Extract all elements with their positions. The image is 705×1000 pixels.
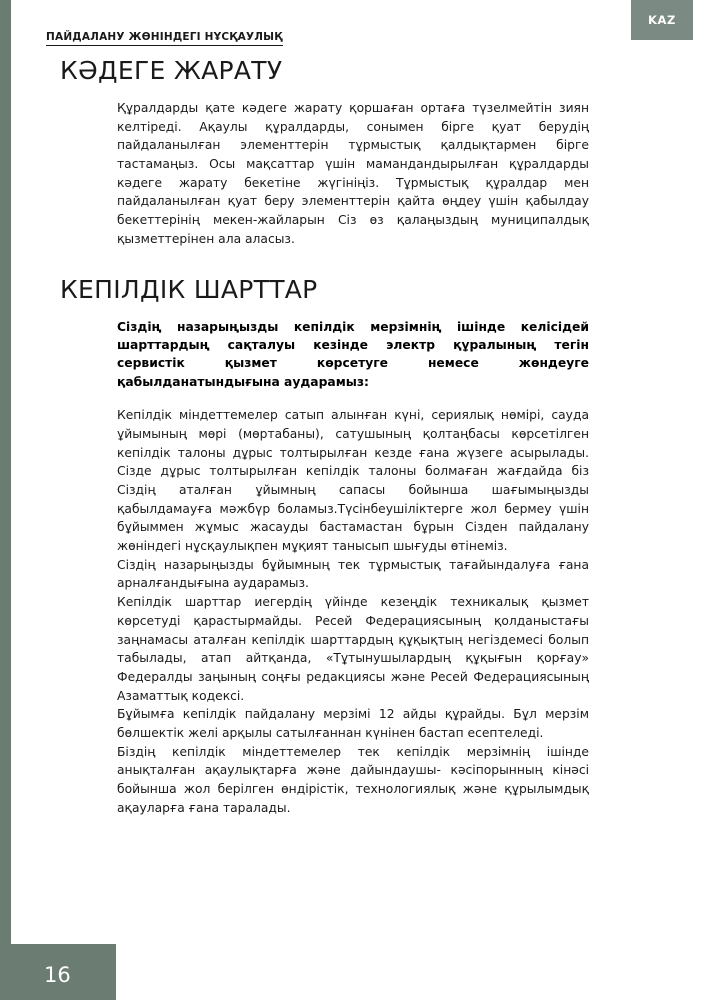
paragraph: Біздің кепілдік міндеттемелер тек кепілдік мерзімнің ішінде анықталған ақаулықтарға және дайындаушы- кәсіпорынның кінәсі бойынша жол берілген өндірістік, технологиялық және құрылымдық ақауларға ғана таралады. xyxy=(117,744,589,815)
section-body-disposal xyxy=(117,99,589,249)
warranty-intro: Сіздің назарыңызды кепілдік мерзімнің ішінде келісідей шарттардың сақталуы кезінде электр құралының тегін сервистік қызмет көрсетуге немесе жөндеуге қабылданатындығына аударамыз: xyxy=(117,319,589,389)
page-number: 16 xyxy=(44,963,71,987)
language-tab: KAZ xyxy=(631,0,693,40)
paragraph: Сіздің назарыңызды бұйымның тек тұрмыстық тағайындалуға ғана арналғандығына аударамыз. xyxy=(117,557,589,591)
paragraph: Құралдарды қате кәдеге жарату қоршаған ортаға түзелмейтін зиян келтіреді. Ақаулы құралдарды, сонымен бірге қуат берудің пайдаланылған элементтерін тұрмыстық қалдықтармен бірге тастамаңыз. Осы мақсаттар үшін мамандандырылған құралдарды кәдеге жарату бекетіне жүгініңіз. Тұрмыстық құралдар мен пайдаланылған қуат беру элементтерін қайта өңдеу үшін қабылдау бекеттерінің мекен-жайларын Сіз өз қалаңыздың муниципалдық қызметтерінен ала аласыз. xyxy=(117,101,589,246)
paragraph: Кепілдік шарттар иегердің үйінде кезеңдік техникалық қызмет көрсетуді қарастырмайды. Ресей Федерациясының қолданыстағы заңнамасы аталған кепілдік шарттардың құқықтың негіздемесі болып табылады, атап айтқанда, «Тұтынушылардың құқығын қорғау» Федералды заңының соңғы редакциясы және Ресей Федерациясының Азаматтық кодексі. xyxy=(117,595,589,703)
paragraph: Бұйымға кепілдік пайдалану мерзімі 12 айды құрайды. Бұл мерзім бөлшектік желі арқылы сатылғаннан күнінен бастап есептеледі. xyxy=(117,707,589,740)
section-title-warranty: КЕПІЛДІК ШАРТТАР xyxy=(60,274,318,304)
section-title-disposal: КӘДЕГЕ ЖАРАТУ xyxy=(60,56,283,85)
footer-rule xyxy=(116,995,705,1000)
document-content xyxy=(60,56,645,817)
paragraph: Кепілдік міндеттемелер сатып алынған күні, сериялық нөмірі, сауда ұйымының мөрі (мөртабаны), сатушының қолтаңбасы көрсетілген кепілдік талоны дұрыс толтырылған кезде ғана жүзеге асырылады. Сізде дұрыс толтырылған кепілдік талоны болмаған жағдайда біз Сіздің аталған ұйымның сапасы бойынша шағымыңызды қабылдамауға мәжбүр боламыз.Түсінбеушіліктерге жол бермеу үшін бұйыммен жұмыс жасауды бастамастан бұрын Сізден пайдалану жөніндегі нұсқаулықпен мұқият танысып шығуды өтінеміз. xyxy=(117,408,589,554)
running-header: ПАЙДАЛАНУ ЖӨНІНДЕГІ НҰСҚАУЛЫҚ xyxy=(46,31,283,46)
section-body-warranty xyxy=(117,318,589,818)
left-decorative-bar xyxy=(0,0,11,1000)
